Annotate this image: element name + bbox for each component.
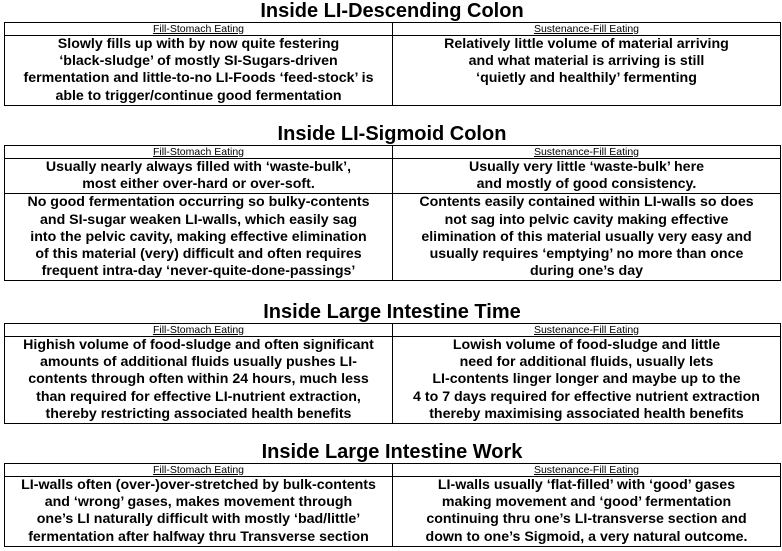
fill-stomach-cell: Slowly fills up with by now quite festering ‘black-sludge’ of mostly SI-Sugars-driven fermentation and little-to-no LI-Foods ‘feed-stock’ is able to trigger/continue good fermentation bbox=[5, 36, 393, 106]
table-header-row bbox=[5, 324, 781, 337]
column-header-sustenance-fill: Sustenance-Fill Eating bbox=[393, 146, 781, 159]
fill-stomach-cell: Usually nearly always filled with ‘waste-bulk’, most either over-hard or over-soft. bbox=[5, 159, 393, 194]
table-row bbox=[5, 337, 781, 424]
table-header-row bbox=[5, 23, 781, 36]
sustenance-fill-cell: LI-walls usually ‘flat-filled’ with ‘good’ gases making movement and ‘good’ fermentation continuing thru one’s LI-transverse section and down to one’s Sigmoid, a very natural outcome. bbox=[393, 477, 781, 547]
column-header-fill-stomach: Fill-Stomach Eating bbox=[5, 23, 393, 36]
comparison-table bbox=[4, 323, 781, 424]
column-header-sustenance-fill: Sustenance-Fill Eating bbox=[393, 23, 781, 36]
section-large-intestine-time bbox=[4, 301, 780, 424]
section-title: Inside Large Intestine Time bbox=[263, 301, 521, 323]
fill-stomach-cell: No good fermentation occurring so bulky-contents and SI-sugar weaken LI-walls, which easily sag into the pelvic cavity, making effective elimination of this material (very) difficult and often requires frequent intra-day ‘never-quite-done-passings’ bbox=[5, 194, 393, 281]
table-header-row bbox=[5, 146, 781, 159]
section-title: Inside LI-Descending Colon bbox=[260, 0, 524, 22]
fill-stomach-cell: Highish volume of food-sludge and often significant amounts of additional fluids usually pushes LI- contents through often within 24 hours, much less than required for effective LI-nutrient extraction, thereby restricting associated health benefits bbox=[5, 337, 393, 424]
column-header-sustenance-fill: Sustenance-Fill Eating bbox=[393, 324, 781, 337]
column-header-sustenance-fill: Sustenance-Fill Eating bbox=[393, 464, 781, 477]
table-row bbox=[5, 194, 781, 281]
section-sigmoid-colon bbox=[4, 123, 780, 281]
section-title: Inside Large Intestine Work bbox=[261, 441, 523, 463]
column-header-fill-stomach: Fill-Stomach Eating bbox=[5, 464, 393, 477]
comparison-table bbox=[4, 22, 781, 106]
column-header-fill-stomach: Fill-Stomach Eating bbox=[5, 146, 393, 159]
table-row bbox=[5, 159, 781, 194]
sustenance-fill-cell: Contents easily contained within LI-walls so does not sag into pelvic cavity making effective elimination of this material usually very easy and usually requires ‘emptying’ no more than once during one’s day bbox=[393, 194, 781, 281]
table-row bbox=[5, 36, 781, 106]
fill-stomach-cell: LI-walls often (over-)over-stretched by bulk-contents and ‘wrong’ gases, makes movement through one’s LI naturally difficult with mostly ‘bad/little’ fermentation after halfway thru Transverse section bbox=[5, 477, 393, 547]
table-row bbox=[5, 477, 781, 547]
section-descending-colon bbox=[4, 0, 780, 106]
section-title: Inside LI-Sigmoid Colon bbox=[277, 123, 507, 145]
column-header-fill-stomach: Fill-Stomach Eating bbox=[5, 324, 393, 337]
sustenance-fill-cell: Usually very little ‘waste-bulk’ here and mostly of good consistency. bbox=[393, 159, 781, 194]
comparison-table bbox=[4, 463, 781, 547]
sustenance-fill-cell: Relatively little volume of material arriving and what material is arriving is still ‘quietly and healthily’ fermenting bbox=[393, 36, 781, 106]
sustenance-fill-cell: Lowish volume of food-sludge and little need for additional fluids, usually lets LI-contents linger longer and maybe up to the 4 to 7 days required for effective nutrient extraction thereby maximising associated health benefits bbox=[393, 337, 781, 424]
section-large-intestine-work bbox=[4, 441, 780, 547]
comparison-table bbox=[4, 145, 781, 281]
table-header-row bbox=[5, 464, 781, 477]
